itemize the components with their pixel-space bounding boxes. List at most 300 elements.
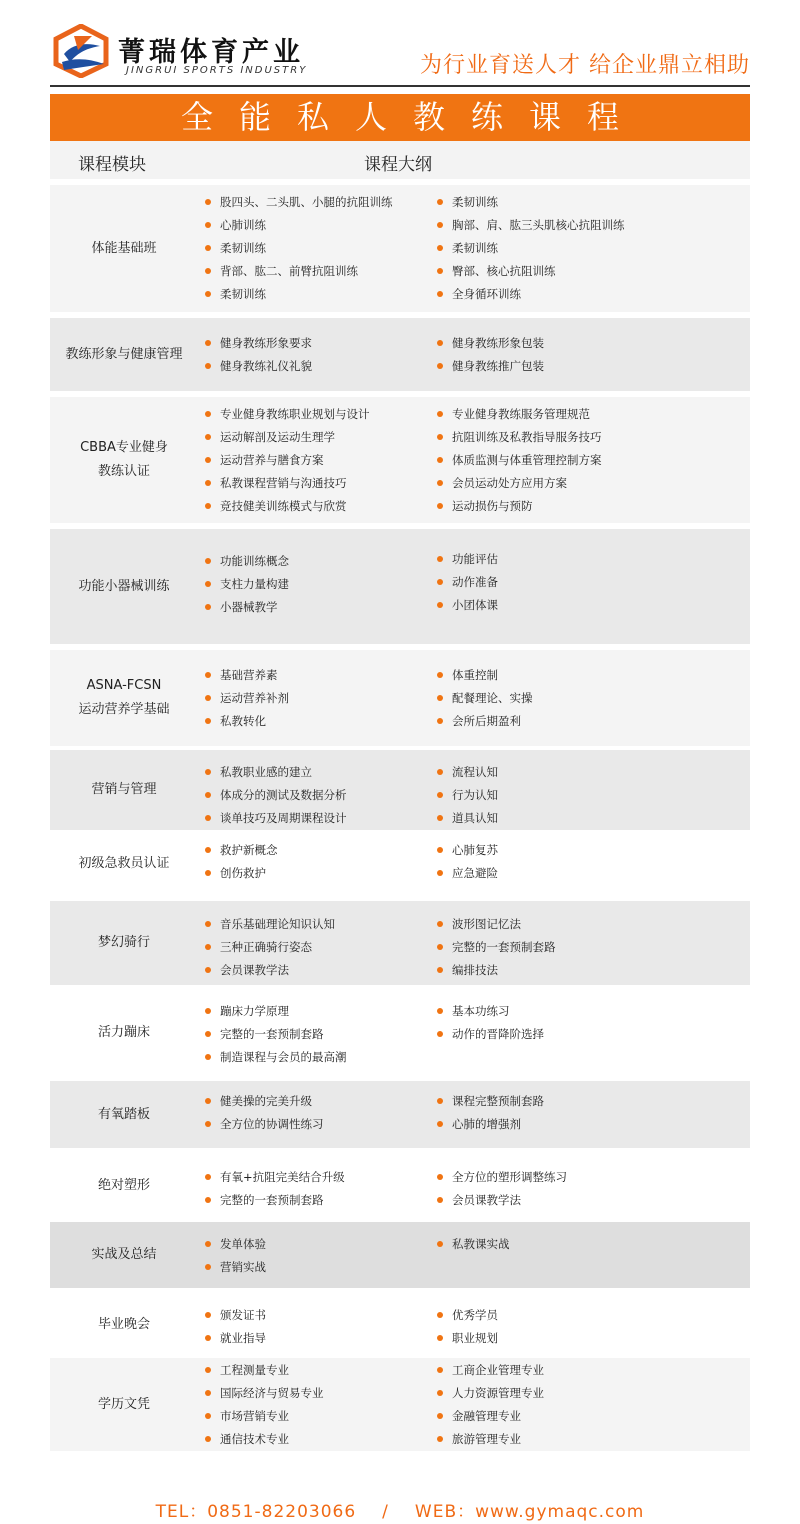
list-item-label: 配餐理论、实操 bbox=[452, 691, 533, 705]
list-item-label: 私教课程营销与沟通技巧 bbox=[220, 476, 347, 490]
list-item-label: 三种正确骑行姿态 bbox=[220, 940, 312, 954]
bullet-icon bbox=[205, 222, 211, 228]
bullet-icon bbox=[437, 870, 443, 876]
list-item-label: 基本功练习 bbox=[452, 1004, 510, 1018]
list-item bbox=[205, 472, 435, 495]
list-item bbox=[437, 913, 667, 936]
bullet-icon bbox=[437, 1390, 443, 1396]
bullet-icon bbox=[205, 1174, 211, 1180]
course-row bbox=[50, 901, 750, 985]
outline-column-left bbox=[205, 761, 435, 830]
bullet-icon bbox=[437, 1008, 443, 1014]
course-row bbox=[50, 1081, 750, 1148]
list-item bbox=[205, 1428, 435, 1451]
bullet-icon bbox=[205, 480, 211, 486]
header-divider bbox=[50, 85, 750, 87]
course-module-title: 实战及总结 bbox=[91, 1247, 157, 1262]
bullet-icon bbox=[437, 769, 443, 775]
course-module-title: 教练形象与健康管理 bbox=[65, 346, 183, 362]
list-item bbox=[437, 355, 667, 378]
course-title-banner: 全能私人教练课程 bbox=[50, 94, 750, 141]
bullet-icon bbox=[205, 1241, 211, 1247]
bullet-icon bbox=[437, 245, 443, 251]
outline-column-right bbox=[437, 1166, 667, 1212]
list-item bbox=[205, 936, 435, 959]
bullet-icon bbox=[437, 602, 443, 608]
list-item-label: 功能训练概念 bbox=[220, 554, 289, 568]
outline-column-right bbox=[437, 664, 667, 733]
list-item-label: 运动解剖及运动生理学 bbox=[220, 430, 335, 444]
list-item-label: 运动营养与膳食方案 bbox=[220, 453, 324, 467]
course-module-title: CBBA专业健身 教练认证 bbox=[80, 440, 168, 479]
course-row bbox=[50, 185, 750, 312]
course-module-title: ASNA-FCSN 运动营养学基础 bbox=[78, 678, 170, 717]
outline-column-right bbox=[437, 191, 667, 306]
bullet-icon bbox=[205, 672, 211, 678]
bullet-icon bbox=[205, 1008, 211, 1014]
list-item-label: 健身教练礼仪礼貌 bbox=[220, 359, 312, 373]
list-item-label: 柔韧训练 bbox=[452, 241, 498, 255]
list-item bbox=[205, 449, 435, 472]
list-item bbox=[205, 403, 435, 426]
list-item-label: 心肺的增强剂 bbox=[452, 1117, 521, 1131]
bullet-icon bbox=[205, 1367, 211, 1373]
bullet-icon bbox=[205, 1390, 211, 1396]
list-item bbox=[437, 761, 667, 784]
list-item bbox=[205, 1304, 435, 1327]
bullet-icon bbox=[437, 480, 443, 486]
bullet-icon bbox=[205, 457, 211, 463]
list-item bbox=[437, 839, 667, 862]
list-item-label: 人力资源管理专业 bbox=[452, 1386, 544, 1400]
bullet-icon bbox=[437, 1241, 443, 1247]
list-item-label: 发单体验 bbox=[220, 1237, 266, 1251]
list-item-label: 流程认知 bbox=[452, 765, 498, 779]
list-item-label: 救护新概念 bbox=[220, 843, 278, 857]
list-item bbox=[437, 862, 667, 885]
list-item-label: 颁发证书 bbox=[220, 1308, 266, 1322]
list-item bbox=[437, 495, 667, 518]
list-item-label: 完整的一套预制套路 bbox=[220, 1027, 324, 1041]
contact-footer bbox=[0, 1497, 800, 1522]
list-item-label: 优秀学员 bbox=[452, 1308, 498, 1322]
list-item-label: 国际经济与贸易专业 bbox=[220, 1386, 324, 1400]
outline-column-left bbox=[205, 1233, 435, 1279]
outline-column-right bbox=[437, 1233, 667, 1256]
list-item bbox=[437, 260, 667, 283]
list-item bbox=[205, 260, 435, 283]
list-item-label: 动作准备 bbox=[452, 575, 498, 589]
bullet-icon bbox=[437, 944, 443, 950]
outline-column-left bbox=[205, 1000, 435, 1069]
list-item bbox=[205, 913, 435, 936]
outline-column-right bbox=[437, 403, 667, 518]
list-item bbox=[205, 1405, 435, 1428]
list-item-label: 会员课教学法 bbox=[220, 963, 289, 977]
list-item bbox=[205, 332, 435, 355]
bullet-icon bbox=[205, 1264, 211, 1270]
footer-separator: / bbox=[382, 1502, 389, 1522]
list-item bbox=[437, 664, 667, 687]
outline-column-left bbox=[205, 1304, 435, 1350]
list-item-label: 音乐基础理论知识认知 bbox=[220, 917, 335, 931]
outline-column-left bbox=[205, 332, 435, 378]
bullet-icon bbox=[437, 291, 443, 297]
bullet-icon bbox=[437, 363, 443, 369]
list-item bbox=[205, 761, 435, 784]
list-item-label: 职业规划 bbox=[452, 1331, 498, 1345]
list-item bbox=[437, 1023, 667, 1046]
list-item-label: 臀部、核心抗阻训练 bbox=[452, 264, 556, 278]
outline-column-right bbox=[437, 913, 667, 982]
bullet-icon bbox=[437, 847, 443, 853]
outline-column-right bbox=[437, 1359, 667, 1451]
list-item-label: 专业健身教练职业规划与设计 bbox=[220, 407, 370, 421]
list-item bbox=[437, 449, 667, 472]
list-item-label: 体质监测与体重管理控制方案 bbox=[452, 453, 602, 467]
list-item-label: 私教课实战 bbox=[452, 1237, 510, 1251]
list-item-label: 体重控制 bbox=[452, 668, 498, 682]
list-item-label: 会所后期盈利 bbox=[452, 714, 521, 728]
list-item bbox=[205, 1382, 435, 1405]
brand-name: 菁瑞体育产业 bbox=[118, 37, 304, 68]
table-header bbox=[50, 141, 750, 179]
list-item bbox=[205, 355, 435, 378]
outline-column-left bbox=[205, 1166, 435, 1212]
list-item bbox=[205, 784, 435, 807]
list-item bbox=[205, 687, 435, 710]
list-item-label: 就业指导 bbox=[220, 1331, 266, 1345]
list-item-label: 金融管理专业 bbox=[452, 1409, 521, 1423]
list-item-label: 健身教练推广包装 bbox=[452, 359, 544, 373]
course-row bbox=[50, 750, 750, 830]
bullet-icon bbox=[437, 695, 443, 701]
list-item bbox=[205, 596, 435, 619]
course-row bbox=[50, 397, 750, 523]
list-item-label: 基础营养素 bbox=[220, 668, 278, 682]
bullet-icon bbox=[437, 268, 443, 274]
course-row bbox=[50, 529, 750, 644]
list-item bbox=[437, 1405, 667, 1428]
bullet-icon bbox=[205, 792, 211, 798]
list-item bbox=[205, 1256, 435, 1279]
list-item-label: 课程完整预制套路 bbox=[452, 1094, 544, 1108]
list-item bbox=[205, 1090, 435, 1113]
list-item-label: 应急避险 bbox=[452, 866, 498, 880]
bullet-icon bbox=[205, 769, 211, 775]
bullet-icon bbox=[205, 1312, 211, 1318]
course-row bbox=[50, 988, 750, 1078]
list-item-label: 功能评估 bbox=[452, 552, 498, 566]
outline-column-left bbox=[205, 664, 435, 733]
bullet-icon bbox=[205, 870, 211, 876]
course-module-title: 活力蹦床 bbox=[97, 1025, 150, 1040]
list-item-label: 柔韧训练 bbox=[220, 241, 266, 255]
course-row bbox=[50, 318, 750, 391]
course-module-title: 学历文凭 bbox=[97, 1396, 150, 1412]
list-item bbox=[205, 1189, 435, 1212]
list-item bbox=[205, 1113, 435, 1136]
course-row bbox=[50, 1291, 750, 1358]
list-item bbox=[205, 959, 435, 982]
list-item bbox=[437, 191, 667, 214]
list-item-label: 健美操的完美升级 bbox=[220, 1094, 312, 1108]
list-item bbox=[437, 1428, 667, 1451]
bullet-icon bbox=[205, 815, 211, 821]
outline-column-left bbox=[205, 550, 435, 619]
outline-column-left bbox=[205, 839, 435, 885]
list-item-label: 全身循环训练 bbox=[452, 287, 521, 301]
list-item-label: 市场营销专业 bbox=[220, 1409, 289, 1423]
bullet-icon bbox=[205, 434, 211, 440]
bullet-icon bbox=[205, 1197, 211, 1203]
outline-column-left bbox=[205, 1359, 435, 1451]
course-module-title: 初级急救员认证 bbox=[78, 856, 170, 871]
outline-column-left bbox=[205, 191, 435, 306]
list-item bbox=[205, 1046, 435, 1069]
list-item bbox=[205, 1166, 435, 1189]
course-row bbox=[50, 830, 750, 898]
list-item-label: 蹦床力学原理 bbox=[220, 1004, 289, 1018]
list-item-label: 心肺训练 bbox=[220, 218, 266, 232]
bullet-icon bbox=[437, 1413, 443, 1419]
outline-column-left bbox=[205, 1090, 435, 1136]
list-item bbox=[205, 710, 435, 733]
bullet-icon bbox=[205, 340, 211, 346]
list-item-label: 工程测量专业 bbox=[220, 1363, 289, 1377]
list-item bbox=[205, 1023, 435, 1046]
course-row bbox=[50, 1358, 750, 1451]
list-item-label: 小团体课 bbox=[452, 598, 498, 612]
list-item-label: 小器械教学 bbox=[220, 600, 278, 614]
column-header-module: 课程模块 bbox=[78, 155, 146, 175]
bullet-icon bbox=[205, 199, 211, 205]
list-item bbox=[437, 403, 667, 426]
list-item-label: 私教职业感的建立 bbox=[220, 765, 312, 779]
list-item bbox=[437, 807, 667, 830]
course-module-title: 毕业晚会 bbox=[97, 1316, 150, 1332]
slogan: 为行业育送人才 给企业鼎立相助 bbox=[420, 53, 750, 78]
course-module-title: 功能小器械训练 bbox=[78, 578, 170, 594]
list-item-label: 运动损伤与预防 bbox=[452, 499, 533, 513]
list-item-label: 背部、肱二、前臂抗阻训练 bbox=[220, 264, 358, 278]
bullet-icon bbox=[205, 245, 211, 251]
list-item bbox=[437, 687, 667, 710]
list-item-label: 波形图记忆法 bbox=[452, 917, 521, 931]
bullet-icon bbox=[437, 1121, 443, 1127]
outline-column-right bbox=[437, 1090, 667, 1136]
list-item-label: 竞技健美训练模式与欣赏 bbox=[220, 499, 347, 513]
bullet-icon bbox=[437, 434, 443, 440]
outline-column-right bbox=[437, 839, 667, 885]
course-module-title: 体能基础班 bbox=[91, 240, 157, 256]
list-item bbox=[437, 1327, 667, 1350]
list-item bbox=[437, 936, 667, 959]
list-item-label: 有氧+抗阻完美结合升级 bbox=[220, 1170, 345, 1184]
outline-column-left bbox=[205, 403, 435, 518]
bullet-icon bbox=[205, 1098, 211, 1104]
list-item bbox=[437, 1233, 667, 1256]
list-item-label: 动作的晋降阶选择 bbox=[452, 1027, 544, 1041]
bullet-icon bbox=[437, 503, 443, 509]
bullet-icon bbox=[205, 268, 211, 274]
bullet-icon bbox=[205, 411, 211, 417]
list-item-label: 完整的一套预制套路 bbox=[452, 940, 556, 954]
bullet-icon bbox=[437, 967, 443, 973]
list-item bbox=[205, 426, 435, 449]
list-item bbox=[205, 237, 435, 260]
list-item-label: 行为认知 bbox=[452, 788, 498, 802]
bullet-icon bbox=[437, 556, 443, 562]
course-row bbox=[50, 1152, 750, 1219]
list-item-label: 专业健身教练服务管理规范 bbox=[452, 407, 590, 421]
bullet-icon bbox=[205, 695, 211, 701]
list-item bbox=[437, 214, 667, 237]
list-item bbox=[437, 1304, 667, 1327]
list-item bbox=[205, 1327, 435, 1350]
outline-column-right bbox=[437, 761, 667, 830]
list-item bbox=[437, 1359, 667, 1382]
list-item bbox=[205, 283, 435, 306]
list-item bbox=[205, 1359, 435, 1382]
bullet-icon bbox=[205, 1031, 211, 1037]
bullet-icon bbox=[437, 1174, 443, 1180]
outline-column-right bbox=[437, 1304, 667, 1350]
list-item-label: 健身教练形象要求 bbox=[220, 336, 312, 350]
bullet-icon bbox=[205, 291, 211, 297]
list-item-label: 柔韧训练 bbox=[220, 287, 266, 301]
course-module-title: 营销与管理 bbox=[91, 782, 157, 797]
list-item bbox=[205, 807, 435, 830]
bullet-icon bbox=[437, 1335, 443, 1341]
list-item bbox=[205, 862, 435, 885]
list-item bbox=[205, 191, 435, 214]
list-item bbox=[437, 594, 667, 617]
outline-column-right bbox=[437, 548, 667, 617]
course-module-title: 绝对塑形 bbox=[97, 1177, 150, 1193]
bullet-icon bbox=[437, 199, 443, 205]
bullet-icon bbox=[437, 411, 443, 417]
list-item bbox=[205, 664, 435, 687]
list-item bbox=[205, 214, 435, 237]
list-item-label: 会员课教学法 bbox=[452, 1193, 521, 1207]
course-row bbox=[50, 1222, 750, 1288]
bullet-icon bbox=[437, 1197, 443, 1203]
list-item-label: 柔韧训练 bbox=[452, 195, 498, 209]
bullet-icon bbox=[205, 503, 211, 509]
footer-website: WEB：www.gymaqc.com bbox=[414, 1502, 645, 1522]
outline-column-right bbox=[437, 1000, 667, 1046]
list-item bbox=[437, 472, 667, 495]
bullet-icon bbox=[437, 921, 443, 927]
list-item-label: 工商企业管理专业 bbox=[452, 1363, 544, 1377]
bullet-icon bbox=[437, 457, 443, 463]
bullet-icon bbox=[205, 967, 211, 973]
list-item bbox=[437, 710, 667, 733]
bullet-icon bbox=[205, 1413, 211, 1419]
outline-column-left bbox=[205, 913, 435, 982]
list-item-label: 心肺复苏 bbox=[452, 843, 498, 857]
list-item bbox=[437, 426, 667, 449]
list-item bbox=[437, 1189, 667, 1212]
bullet-icon bbox=[437, 222, 443, 228]
bullet-icon bbox=[437, 718, 443, 724]
column-header-outline: 课程大纲 bbox=[364, 155, 432, 175]
list-item-label: 运动营养补剂 bbox=[220, 691, 289, 705]
list-item bbox=[437, 784, 667, 807]
bullet-icon bbox=[437, 340, 443, 346]
list-item bbox=[437, 332, 667, 355]
bullet-icon bbox=[437, 1436, 443, 1442]
list-item bbox=[437, 571, 667, 594]
list-item-label: 完整的一套预制套路 bbox=[220, 1193, 324, 1207]
bullet-icon bbox=[437, 815, 443, 821]
bullet-icon bbox=[205, 847, 211, 853]
bullet-icon bbox=[205, 1121, 211, 1127]
list-item bbox=[437, 1166, 667, 1189]
list-item-label: 制造课程与会员的最高潮 bbox=[220, 1050, 347, 1064]
bullet-icon bbox=[437, 579, 443, 585]
list-item bbox=[205, 573, 435, 596]
list-item bbox=[437, 283, 667, 306]
bullet-icon bbox=[205, 944, 211, 950]
list-item-label: 全方位的塑形调整练习 bbox=[452, 1170, 567, 1184]
bullet-icon bbox=[437, 1098, 443, 1104]
list-item-label: 通信技术专业 bbox=[220, 1432, 289, 1446]
bullet-icon bbox=[437, 1031, 443, 1037]
list-item bbox=[437, 959, 667, 982]
bullet-icon bbox=[205, 604, 211, 610]
list-item bbox=[437, 1090, 667, 1113]
list-item-label: 支柱力量构建 bbox=[220, 577, 289, 591]
list-item-label: 体成分的测试及数据分析 bbox=[220, 788, 347, 802]
list-item bbox=[437, 1382, 667, 1405]
list-item-label: 会员运动处方应用方案 bbox=[452, 476, 567, 490]
list-item bbox=[437, 1113, 667, 1136]
list-item-label: 胸部、肩、肱三头肌核心抗阻训练 bbox=[452, 218, 625, 232]
bullet-icon bbox=[437, 792, 443, 798]
bullet-icon bbox=[205, 581, 211, 587]
course-module-title: 有氧踏板 bbox=[97, 1106, 150, 1122]
course-module-title: 梦幻骑行 bbox=[97, 935, 150, 950]
list-item-label: 健身教练形象包装 bbox=[452, 336, 544, 350]
bullet-icon bbox=[205, 558, 211, 564]
list-item bbox=[205, 839, 435, 862]
bullet-icon bbox=[205, 1054, 211, 1060]
bullet-icon bbox=[437, 672, 443, 678]
bullet-icon bbox=[205, 1335, 211, 1341]
brand-logo-icon bbox=[52, 24, 110, 78]
list-item-label: 编排技法 bbox=[452, 963, 498, 977]
list-item-label: 营销实战 bbox=[220, 1260, 266, 1274]
list-item-label: 道具认知 bbox=[452, 811, 498, 825]
bullet-icon bbox=[205, 718, 211, 724]
course-row bbox=[50, 650, 750, 746]
list-item-label: 全方位的协调性练习 bbox=[220, 1117, 324, 1131]
page-header bbox=[0, 0, 800, 92]
list-item-label: 谈单技巧及周期课程设计 bbox=[220, 811, 347, 825]
bullet-icon bbox=[437, 1312, 443, 1318]
list-item bbox=[437, 237, 667, 260]
list-item-label: 股四头、二头肌、小腿的抗阻训练 bbox=[220, 195, 393, 209]
list-item bbox=[205, 550, 435, 573]
list-item bbox=[437, 1000, 667, 1023]
bullet-icon bbox=[205, 1436, 211, 1442]
list-item-label: 私教转化 bbox=[220, 714, 266, 728]
brand-name-english: JINGRUI SPORTS INDUSTRY bbox=[126, 65, 308, 76]
list-item bbox=[205, 495, 435, 518]
list-item-label: 抗阻训练及私教指导服务技巧 bbox=[452, 430, 602, 444]
